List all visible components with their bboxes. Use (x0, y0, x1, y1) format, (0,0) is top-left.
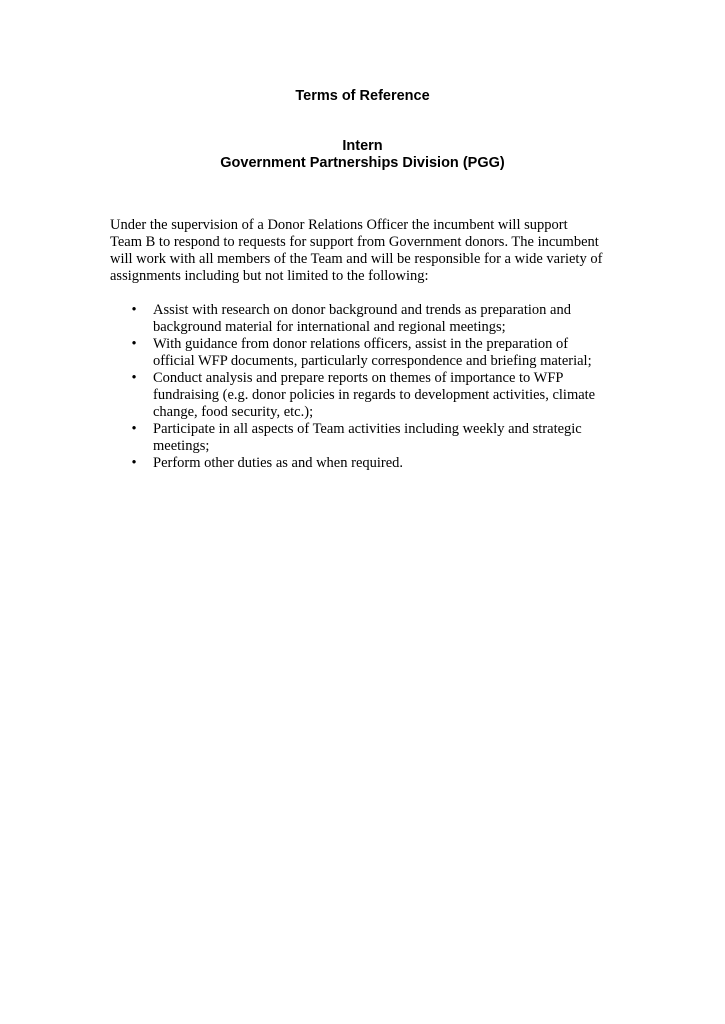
duty-item (110, 302, 630, 336)
duty-item (110, 455, 630, 472)
intro-line: Team B to respond to requests for support from Government donors. The incumbent (110, 234, 599, 250)
bullet-icon: • (131, 302, 137, 318)
duty-line: background material for international and regional meetings; (153, 319, 506, 335)
intro-line: Under the supervision of a Donor Relations Officer the incumbent will support (110, 217, 568, 233)
duty-line: Perform other duties as and when required. (153, 455, 404, 471)
duty-line: meetings; (153, 438, 210, 454)
duty-item (110, 370, 630, 421)
bullet-icon: • (131, 370, 137, 386)
duty-line: Conduct analysis and prepare reports on themes of importance to WFP (153, 370, 564, 386)
duty-line: Participate in all aspects of Team activities including weekly and strategic (153, 421, 582, 437)
intro-line: will work with all members of the Team and will be responsible for a wide variety of (110, 251, 603, 267)
bullet-icon: • (131, 336, 137, 352)
duty-line: change, food security, etc.); (153, 404, 314, 420)
document-title: Terms of Reference (295, 88, 430, 104)
duty-item (110, 421, 630, 455)
duty-line: With guidance from donor relations officers, assist in the preparation of (153, 336, 569, 352)
division-name: Government Partnerships Division (PGG) (220, 155, 505, 171)
duty-line: fundraising (e.g. donor policies in regards to development activities, climate (153, 387, 596, 403)
document-subtitle (0, 138, 725, 172)
duty-item (110, 336, 630, 370)
intro-paragraph (110, 217, 620, 285)
bullet-icon: • (131, 421, 137, 437)
duty-line: official WFP documents, particularly correspondence and briefing material; (153, 353, 592, 369)
duty-line: Assist with research on donor background and trends as preparation and (153, 302, 571, 318)
bullet-icon: • (131, 455, 137, 471)
duties-list (110, 302, 630, 472)
intro-line: assignments including but not limited to the following: (110, 268, 429, 284)
position-title: Intern (342, 138, 383, 154)
